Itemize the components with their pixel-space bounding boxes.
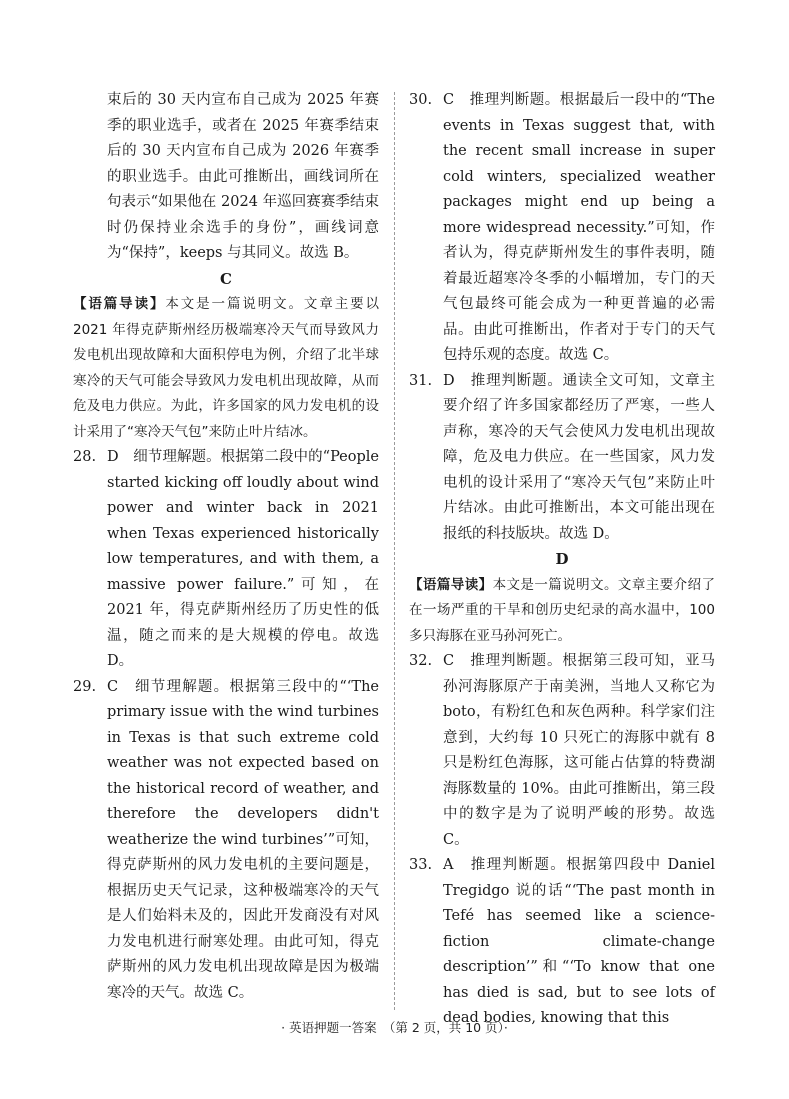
answer-item-29 — [73, 675, 379, 1007]
section-heading-c: C — [220, 269, 232, 288]
item-text: C 细节理解题。根据第三段中的“‘The primary issue with the wind turbines in Texas is that such extreme cold weather was not expected based on the historical record of weather, and therefore the developers didn't weatherize the wind turbines’”可知，得克萨斯州的风力发电机的主要问题是，根据历史天气记录，这种极端寒冷的天气是人们始料未及的，因此开发商没有对风力发电机进行耐寒处理。由此可知，得克萨斯州的风力发电机出现故障是因为极端寒冷的天气。故选 C。 — [107, 678, 379, 1001]
item-number: 29. — [73, 678, 97, 695]
answer-item-30 — [409, 88, 715, 369]
item-text: D 细节理解题。根据第二段中的“People started kicking off loudly about wind power and winter back in 2021 when Texas experienced historically low temperatures, and with them, a massive power failure.”可知，在 2021 年，得克萨斯州经历了历史性的低温，随之而来的是大规模的停电。故选 D。 — [107, 449, 379, 669]
section-heading-d: D — [555, 550, 569, 568]
item-text: C 推理判断题。根据最后一段中的“The events in Texas suggest that, with the recent small increase in super cold winters, specialized weather packages might end up being a more widespread necessity.”可知，作者认为，得克萨斯州发生的事件表明，随着最近超寒冷冬季的小幅增加，专门的天气包最终可能会成为一种更普遍的必需品。由此可推断出，作者对于专门的天气包持乐观的态度。故选 C。 — [443, 92, 715, 363]
passage-intro-d — [409, 573, 715, 650]
item-number: 30. — [409, 92, 433, 108]
page-footer: · 英语押题一答案 （第 2 页，共 10 页）· — [281, 1020, 508, 1035]
item-number: 32. — [409, 653, 433, 669]
item-number: 31. — [409, 372, 433, 389]
item-text: C 推理判断题。根据第三段可知，亚马孙河海豚原产于南美洲，当地人又称它为 boto，有粉红色和灰色两种。科学家们注意到，大约每 10 只死亡的海豚中就有 8 只是粉红色海豚，这可能占估算的特费湖海豚数量的 10%。由此可推断出，第三段中的数字是为了说明严峻的形势。故选 C。 — [443, 653, 715, 848]
continuation-paragraph: 束后的 30 天内宣布自己成为 2025 年赛季的职业选手，或者在 2025 年赛季结束后的 30 天内宣布自己成为 2026 年赛季的职业选手。由此可推断出，画线词所在句表示“如果他在 2024 年巡回赛赛季结束时仍保持业余选手的身份”，画线词意为“保持”，keeps 与其同义。故选 B。 — [107, 92, 379, 261]
answer-item-28 — [73, 445, 379, 675]
answer-item-32 — [409, 649, 715, 853]
item-text: A 推理判断题。根据第四段中 Daniel Tregidgo 说的话“‘The past month in Tefé has seemed like a science-fiction climate-change description’”和“‘To know that one has died is sad, but to see lots of dead bodies, knowing that this — [443, 857, 715, 1026]
answer-item-31 — [409, 369, 715, 548]
intro-label: 【语篇导读】 — [73, 296, 166, 312]
intro-text: 本文是一篇说明文。文章主要以 2021 年得克萨斯州经历极端寒冷天气而导致风力发电机出现故障和大面积停电为例，介绍了北半球寒冷的天气可能会导致风力发电机出现故障，从而危及电力供应。为此，许多国家的风力发电机的设计采用了“寒冷天气包”来防止叶片结冰。 — [73, 296, 380, 440]
intro-text: 本文是一篇说明文。文章主要介绍了在一场严重的干旱和创历史纪录的高水温中，100 多只海豚在亚马孙河死亡。 — [409, 576, 716, 644]
column-divider — [394, 92, 395, 1010]
intro-label: 【语篇导读】 — [409, 576, 493, 593]
passage-intro-c — [73, 292, 379, 445]
item-text: D 推理判断题。通读全文可知，文章主要介绍了许多国家都经历了严寒，一些人声称，寒冷的天气会使风力发电机出现故障，危及电力供应。在一些国家，风力发电机的设计采用了“寒冷天气包”来防止叶片结冰。由此可推断出，本文可能出现在报纸的科技版块。故选 D。 — [443, 372, 715, 542]
item-number: 33. — [409, 857, 433, 873]
left-column — [73, 88, 379, 1006]
right-column — [409, 88, 715, 1032]
item-number: 28. — [73, 449, 97, 465]
answer-item-33 — [409, 853, 715, 1032]
